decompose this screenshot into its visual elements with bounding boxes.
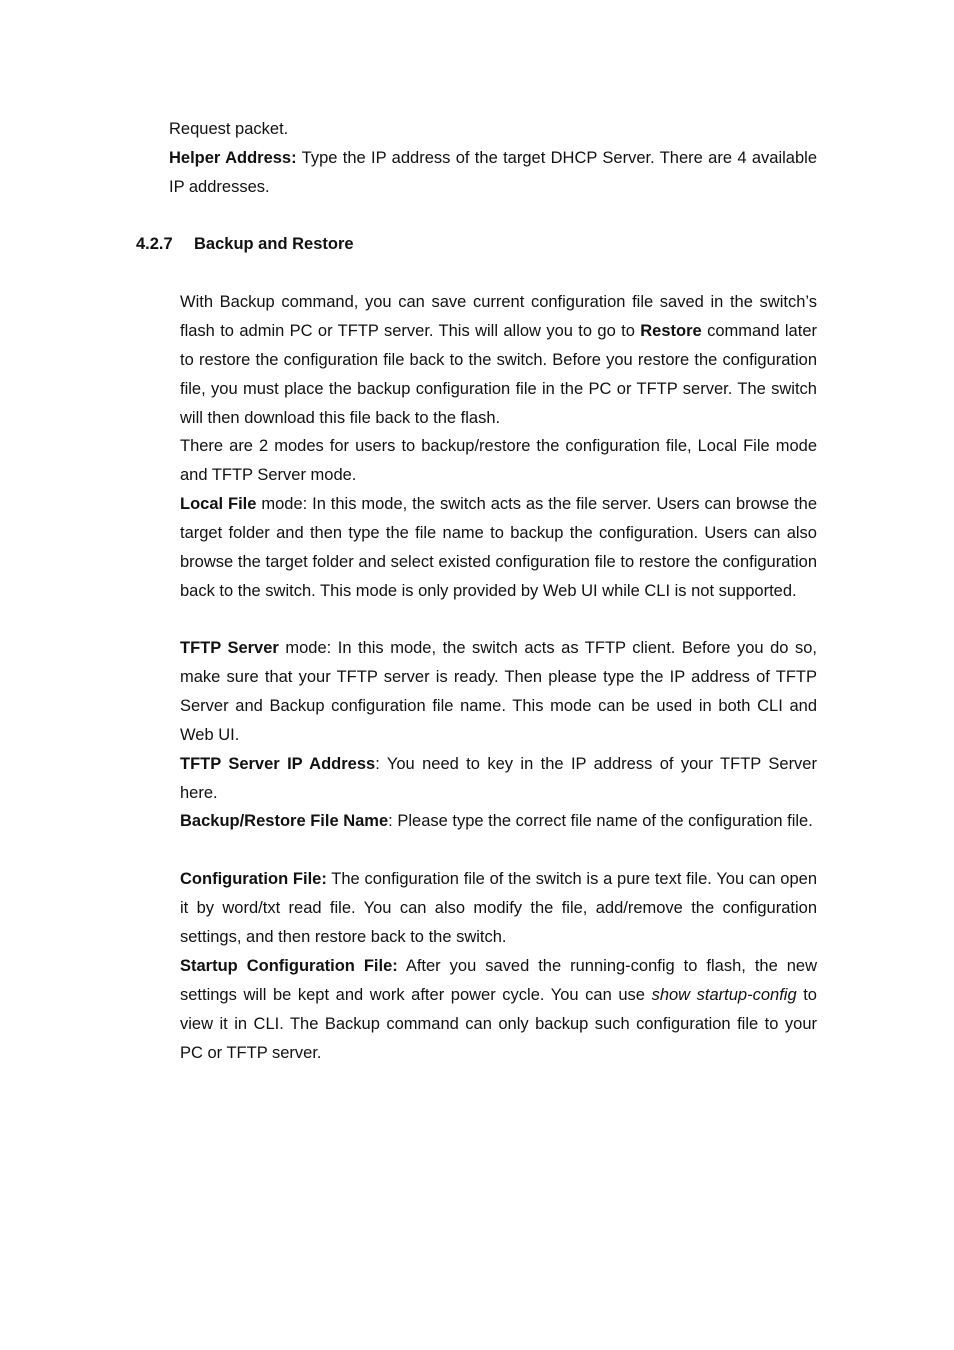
configuration-file-paragraph [180,865,817,952]
tftp-ip-text: : You need to key in the IP address of your TFTP Server here. [180,755,817,802]
file-name-text: : Please type the correct file name of the configuration file. [388,812,813,830]
file-name-paragraph [180,807,817,836]
startup-config-text-start: After you saved the running-config to flash, the new settings will be kept and work after power cycle. You can use [180,957,818,1004]
local-file-paragraph [180,490,817,606]
backup-paragraph [180,288,817,433]
startup-config-text-end: to view it in CLI. The Backup command can only backup such configuration file to your PC or TFTP server. [180,986,817,1062]
modes-paragraph [180,432,817,490]
show-startup-config-command: show startup-config [651,986,797,1004]
section-heading [136,230,354,259]
local-file-label: Local File [180,495,257,513]
helper-address-paragraph [169,144,817,202]
configuration-file-text: The configuration file of the switch is a pure text file. You can open it by word/txt read file. You can also modify the file, add/remove the configuration settings, and then restore back to the switch. [180,870,817,946]
modes-text: There are 2 modes for users to backup/restore the configuration file, Local File mode and TFTP Server mode. [180,437,817,484]
request-packet-text: Request packet. [169,120,289,138]
tftp-ip-label: TFTP Server IP Address [180,755,376,773]
intro-text [169,115,817,144]
backup-text-start: With Backup command, you can save current configuration file saved in the switch’s flash to admin PC or TFTP server. This will allow you to go to [180,293,817,340]
tftp-ip-paragraph [180,750,817,808]
backup-text-end: command later to restore the configuration file back to the switch. Before you restore the configuration file, you must place the backup configuration file in the PC or TFTP server. The switch will then download this file back to the flash. [180,322,817,427]
tftp-server-paragraph [180,634,817,750]
startup-config-paragraph [180,952,817,1068]
helper-address-label: Helper Address: [169,149,297,167]
restore-keyword: Restore [640,322,702,340]
file-name-label: Backup/Restore File Name [180,812,389,830]
configuration-file-label: Configuration File: [180,870,327,888]
section-title: Backup and Restore [194,235,354,253]
helper-address-text: Type the IP address of the target DHCP Server. There are 4 available IP addresses. [169,149,818,196]
tftp-server-label: TFTP Server [180,639,279,657]
startup-config-label: Startup Configuration File: [180,957,398,975]
local-file-text: mode: In this mode, the switch acts as the file server. Users can browse the target folder and then type the file name to backup the configuration. Users can also browse the target folder and select existed configuration file to restore the configuration back to the switch. This mode is only provided by Web UI while CLI is not supported. [180,495,818,600]
tftp-server-text: mode: In this mode, the switch acts as TFTP client. Before you do so, make sure that your TFTP server is ready. Then please type the IP address of TFTP Server and Backup configuration file name. This mode can be used in both CLI and Web UI. [180,639,817,744]
section-number: 4.2.7 [136,235,173,253]
